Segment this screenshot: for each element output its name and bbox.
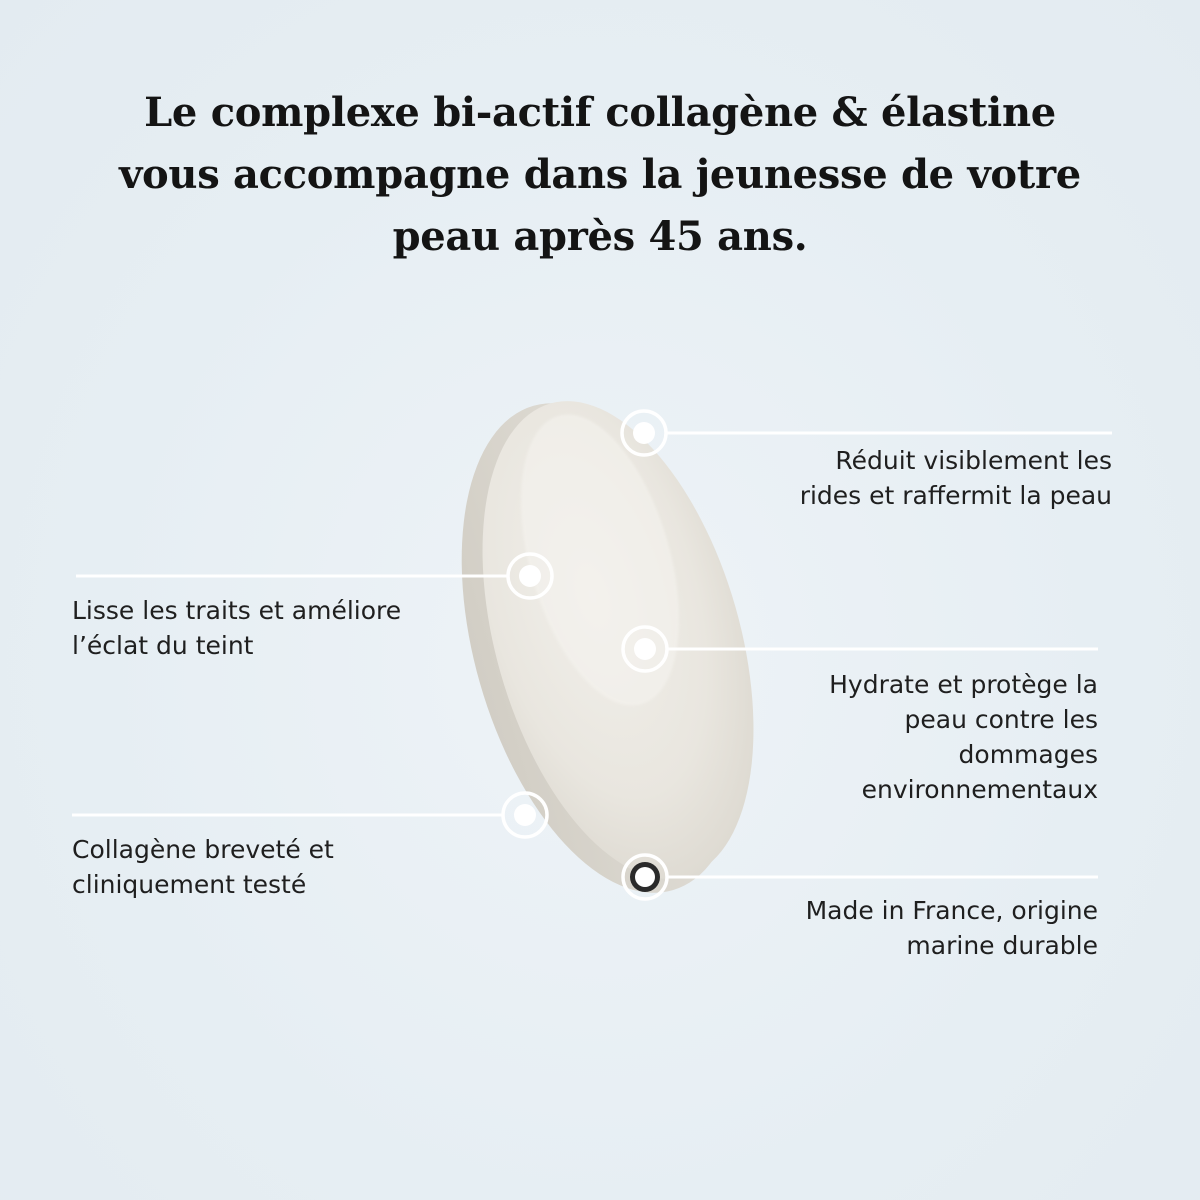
- benefit-wrinkles-line-2: rides et raffermit la peau: [799, 481, 1112, 510]
- benefit-origin-line-2: marine durable: [906, 931, 1098, 960]
- headline-line-2: vous accompagne dans la jeunesse de votre: [119, 151, 1081, 198]
- marker-patented: [503, 793, 547, 837]
- benefit-patented-line-2: cliniquement testé: [72, 870, 307, 899]
- benefit-smooth-line-2: l’éclat du teint: [72, 631, 254, 660]
- benefit-patented: [72, 832, 334, 902]
- benefit-wrinkles: [800, 443, 1112, 513]
- benefit-hydrate: [829, 667, 1098, 807]
- benefit-wrinkles-line-1: Réduit visiblement les: [835, 446, 1112, 475]
- benefit-origin: [806, 893, 1098, 963]
- headline-line-3: peau après 45 ans.: [392, 213, 808, 260]
- benefit-hydrate-line-3: dommages: [958, 740, 1098, 769]
- benefit-smooth: [72, 593, 401, 663]
- benefit-origin-line-1: Made in France, origine: [805, 896, 1098, 925]
- benefit-hydrate-line-2: peau contre les: [904, 705, 1098, 734]
- benefit-hydrate-line-4: environnementaux: [861, 775, 1098, 804]
- benefit-smooth-line-1: Lisse les traits et améliore: [72, 596, 402, 625]
- headline-line-1: Le complexe bi-actif collagène & élastine: [144, 89, 1056, 136]
- benefit-patented-line-1: Collagène breveté et: [72, 835, 334, 864]
- benefit-hydrate-line-1: Hydrate et protège la: [829, 670, 1098, 699]
